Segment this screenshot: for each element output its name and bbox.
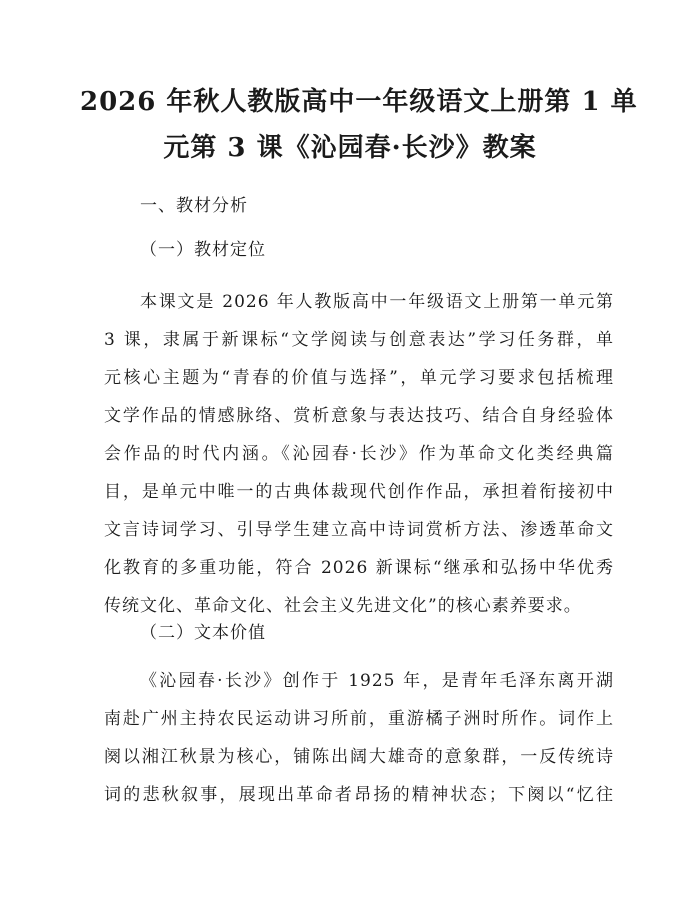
document-title-line-2: 元第 3 课《沁园春·长沙》教案 xyxy=(163,133,537,163)
paragraph-line: 文言诗词学习、引导学生建立高中诗词赏析方法、渗透革命文 xyxy=(104,520,614,540)
paragraph-text-value xyxy=(104,662,614,814)
section-heading-textbook-analysis: 一、教材分析 xyxy=(140,196,248,216)
paragraph-textbook-positioning xyxy=(104,283,614,625)
paragraph-line: 目，是单元中唯一的古典体裁现代创作作品，承担着衔接初中 xyxy=(104,482,614,502)
paragraph-line: 化教育的多重功能，符合 2026 新课标“继承和弘扬中华优秀 xyxy=(104,558,614,578)
subsection-heading-textbook-positioning: （一）教材定位 xyxy=(140,240,266,260)
paragraph-line: 文学作品的情感脉络、赏析意象与表达技巧、结合自身经验体 xyxy=(104,406,614,426)
subsection-heading-text-value: （二）文本价值 xyxy=(140,623,266,643)
paragraph-line: 南赴广州主持农民运动讲习所前，重游橘子洲时所作。词作上 xyxy=(104,709,614,729)
paragraph-line: 本课文是 2026 年人教版高中一年级语文上册第一单元第 xyxy=(140,292,614,312)
paragraph-line: 3 课，隶属于新课标“文学阅读与创意表达”学习任务群，单 xyxy=(104,330,614,350)
document-title-line-1: 2026 年秋人教版高中一年级语文上册第 1 单 xyxy=(80,87,638,117)
paragraph-line: 元核心主题为“青春的价值与选择”，单元学习要求包括梳理 xyxy=(104,368,614,388)
paragraph-line: 阕以湘江秋景为核心，铺陈出阔大雄奇的意象群，一反传统诗 xyxy=(104,747,614,767)
paragraph-line: 传统文化、革命文化、社会主义先进文化”的核心素养要求。 xyxy=(104,596,582,616)
paragraph-line: 词的悲秋叙事，展现出革命者昂扬的精神状态；下阕以“忆往 xyxy=(104,785,614,805)
paragraph-line: 会作品的时代内涵。《沁园春·长沙》作为革命文化类经典篇 xyxy=(104,444,614,464)
paragraph-line: 《沁园春·长沙》创作于 1925 年，是青年毛泽东离开湖 xyxy=(140,671,614,691)
